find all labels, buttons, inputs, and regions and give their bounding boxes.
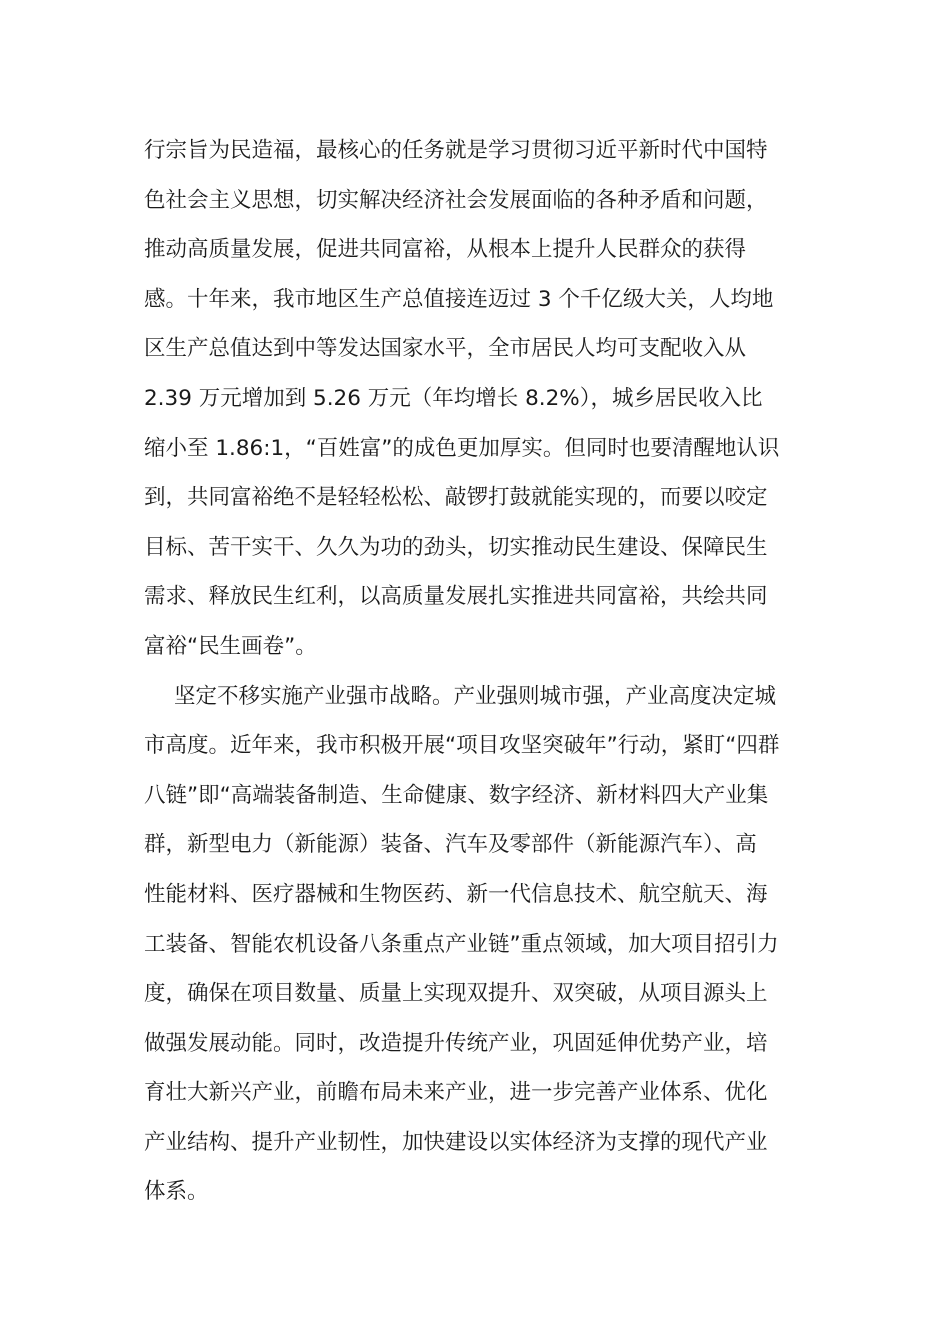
text-line: 2.39 万元增加到 5.26 万元（年均增长 8.2%），城乡居民收入比 [144, 385, 763, 411]
text-line: 育壮大新兴产业，前瞻布局未来产业，进一步完善产业体系、优化 [144, 1080, 768, 1106]
text-line: 富裕“民生画卷”。 [144, 633, 317, 659]
text-line: 区生产总值达到中等发达国家水平，全市居民人均可支配收入从 [144, 336, 747, 362]
text-line: 推动高质量发展，促进共同富裕，从根本上提升人民群众的获得 [144, 237, 747, 263]
text-line: 到，共同富裕绝不是轻轻松松、敲锣打鼓就能实现的，而要以咬定 [144, 485, 768, 511]
text-line: 行宗旨为民造福，最核心的任务就是学习贯彻习近平新时代中国特 [144, 138, 768, 163]
text-line: 产业结构、提升产业韧性，加快建设以实体经济为支撑的现代产业 [144, 1129, 768, 1155]
text-line: 目标、苦干实干、久久为功的劲头，切实推动民生建设、保障民生 [144, 534, 768, 560]
paragraph-1 [144, 126, 808, 672]
text-line: 性能材料、医疗器械和生物医药、新一代信息技术、航空航天、海 [144, 881, 768, 907]
text-line: 市高度。近年来，我市积极开展“项目攻坚突破年”行动，紧盯“四群 [144, 733, 780, 759]
text-line: 做强发展动能。同时，改造提升传统产业，巩固延伸优势产业，培 [144, 1030, 768, 1056]
text-line: 度，确保在项目数量、质量上实现双提升、双突破，从项目源头上 [144, 981, 768, 1007]
paragraph-2 [144, 672, 808, 1218]
text-line-first: 坚定不移实施产业强市战略。产业强则城市强，产业高度决定城 [174, 683, 777, 709]
text-line: 缩小至 1.86:1，“百姓富”的成色更加厚实。但同时也要清醒地认识 [144, 435, 780, 461]
text-line: 感。十年来，我市地区生产总值接连迈过 3 个千亿级大关，人均地 [144, 286, 774, 312]
document-body [144, 126, 808, 1217]
text-line: 群，新型电力（新能源）装备、汽车及零部件（新能源汽车）、高 [144, 832, 757, 858]
text-line: 需求、释放民生红利，以高质量发展扎实推进共同富裕，共绘共同 [144, 584, 768, 610]
text-line: 体系。 [144, 1179, 209, 1205]
text-line: 工装备、智能农机设备八条重点产业链”重点领域，加大项目招引力 [144, 931, 779, 957]
text-line: 色社会主义思想，切实解决经济社会发展面临的各种矛盾和问题， [144, 187, 768, 213]
text-line: 八链”即“高端装备制造、生命健康、数字经济、新材料四大产业集 [144, 782, 769, 808]
